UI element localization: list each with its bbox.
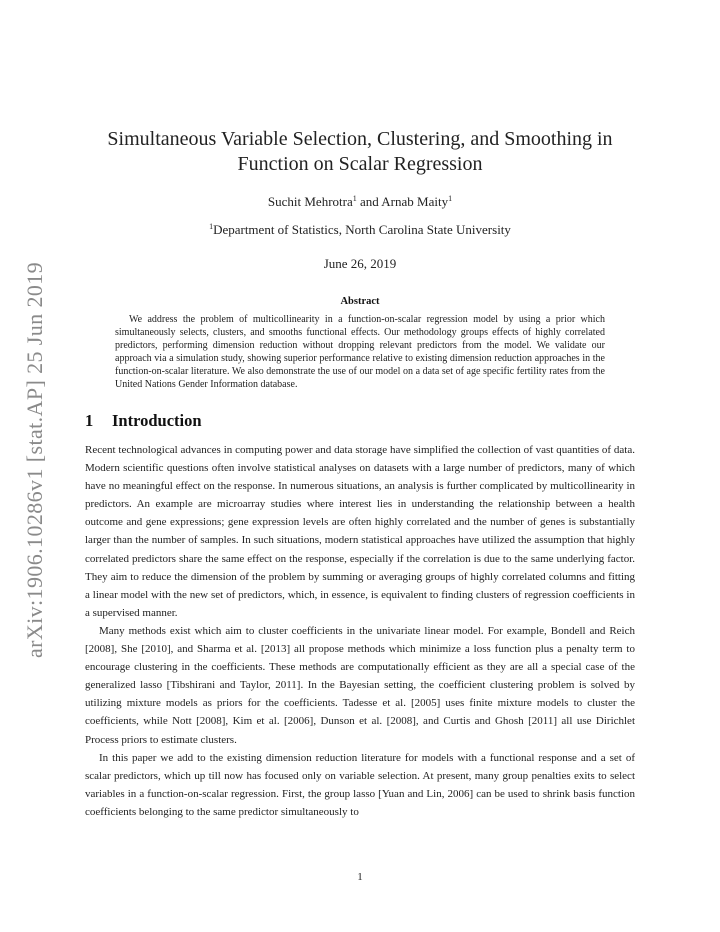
paragraph: Recent technological advances in computing power and data storage have simplified the collection of vast quantities of data. Modern scientific questions often involve statistical analyses on datasets with a large number of predictors, many of which have no meaningful effect on the response. In numerous situations, an analysis is further complicated by multicollinearity in predictors. An example are microarray studies where interest lies in understanding the relationship between a health outcome and gene expressions; gene expression levels are often highly correlated and the number of genes is substantially larger than the number of samples. In such situations, modern statistical approaches have utilized the assumption that highly correlated predictors share the same effect on the response, especially if the correlation is due to the same underlying factor. They aim to reduce the dimension of the problem by summing or averaging groups of highly correlated columns and fitting a linear model with the new set of predictors, which, in essence, is equivalent to finding clusters of regression coefficients in a supervised manner. <box>85 444 635 619</box>
affiliation <box>85 222 635 238</box>
title-line-1: Simultaneous Variable Selection, Clustering, and Smoothing in <box>107 128 613 150</box>
title-line-2: Function on Scalar Regression <box>237 153 483 175</box>
author-1-name: Suchit Mehrotra <box>267 194 353 209</box>
author-list <box>85 194 635 210</box>
author-2-affiliation-mark: 1 <box>448 194 453 203</box>
arxiv-identifier-stamp <box>21 250 49 670</box>
author-2-name: Arnab Maity <box>381 194 449 209</box>
introduction-body <box>85 441 635 821</box>
paper-page <box>85 0 635 821</box>
author-separator: and <box>356 194 382 209</box>
author-1-affiliation-mark: 1 <box>352 194 357 203</box>
paragraph: Many methods exist which aim to cluster coefficients in the univariate linear model. For example, Bondell and Reich [2008], She [2010], and Sharma et al. [2013] all propose methods which minimize a loss function plus a penalty term to encourage clustering in the coefficients. These methods are computationally efficient as they are all a special case of the generalized lasso [Tibshirani and Taylor, 2011]. In the Bayesian setting, the coefficient clustering problem is solved by utilizing mixture models as priors for the coefficients. Tadesse et al. [2005] uses finite mixture models to cluster the coefficients, while Nott [2008], Kim et al. [2006], Dunson et al. [2008], and Curtis and Ghosh [2011] all use Dirichlet Process priors to estimate clusters. <box>85 624 635 746</box>
abstract-heading: Abstract <box>340 296 380 307</box>
paper-title <box>85 127 635 177</box>
paragraph: In this paper we add to the existing dimension reduction literature for models with a functional response and a set of scalar predictors, which up till now has focused only on variable selection. At present, many group penalties exits to select variables in a function-on-scalar regression. First, the group lasso [Yuan and Lin, 2006] can be used to shrink basis function coefficients belonging to the same predictor simultaneously to <box>85 751 635 818</box>
publication-date: June 26, 2019 <box>323 256 397 271</box>
abstract-text: We address the problem of multicollinearity in a function-on-scalar regression model by using a prior which simultaneously selects, clusters, and smooths functional effects. Our methodology groups effects of highly correlated predictors, performing dimension reduction without dropping relevant predictors from the model. We validate our approach via a simulation study, showing superior performance relative to existing dimension reduction approaches in the function-on-scalar literature. We also demonstrate the use of our model on a data set of age specific fertility rates from the United Nations Gender Information database. <box>115 314 605 390</box>
affiliation-mark: 1 <box>209 222 214 231</box>
section-number: 1 <box>85 411 94 430</box>
section-title: Introduction <box>112 411 202 430</box>
arxiv-identifier-text: arXiv:1906.10286v1 [stat.AP] 25 Jun 2019 <box>22 261 47 659</box>
affiliation-text: Department of Statistics, North Carolina State University <box>213 222 511 237</box>
section-heading <box>85 411 635 431</box>
page-number: 1 <box>357 871 363 883</box>
